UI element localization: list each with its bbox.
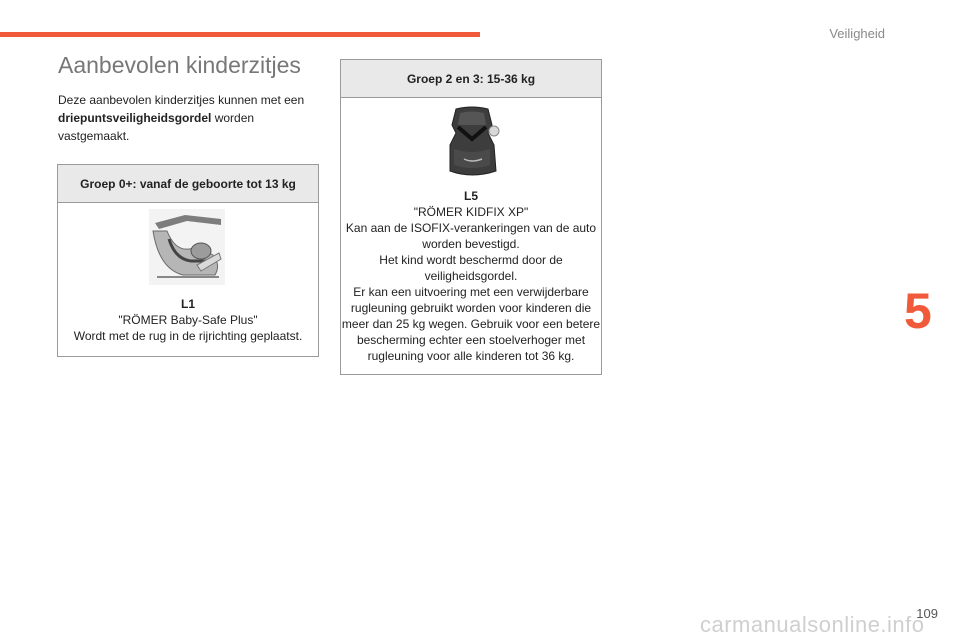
card-body — [341, 188, 601, 364]
intro-text-bold: driepuntsveiligheidsgordel — [58, 111, 212, 125]
section-label: Veiligheid — [829, 26, 885, 41]
watermark: carmanualsonline.info — [700, 612, 925, 637]
top-accent-bar — [0, 32, 480, 37]
seat-card-group-0 — [57, 164, 319, 357]
page-title: Aanbevolen kinderzitjes — [58, 52, 301, 78]
seat-code: L5 — [463, 189, 478, 203]
card-line: Wordt met de rug in de rijrichting geplaatst. — [73, 329, 303, 343]
seat-code: L1 — [180, 297, 195, 311]
intro-paragraph — [58, 91, 310, 145]
card-line: Kan aan de ISOFIX-verankeringen van de auto worden bevestigd. — [345, 221, 597, 251]
infant-carrier-icon — [149, 209, 225, 285]
card-body — [58, 296, 318, 344]
intro-text-before: Deze aanbevolen kinderzitjes kunnen met een — [58, 93, 305, 107]
intro-text-after: worden vastgemaakt. — [58, 111, 255, 143]
card-heading: Groep 0+: vanaf de geboorte tot 13 kg — [58, 165, 318, 203]
card-line: Er kan een uitvoering met een verwijderbare rugleuning gebruikt worden voor kinderen die meer dan 25 kg wegen. Gebruik voor een betere bescherming echter een stoelverhoger met rugleuning voor alle kinderen tot 36 kg. — [341, 285, 601, 363]
card-line: Het kind wordt beschermd door de veiligheidsgordel. — [379, 253, 563, 283]
card-heading: Groep 2 en 3: 15-36 kg — [341, 60, 601, 98]
chapter-number: 5 — [904, 283, 932, 339]
card-line: "RÖMER KIDFIX XP" — [413, 205, 529, 219]
booster-seat-icon — [442, 105, 502, 181]
seat-card-group-2-3 — [340, 59, 602, 375]
page-number: 109 — [916, 606, 938, 621]
card-line: "RÖMER Baby-Safe Plus" — [118, 313, 258, 327]
